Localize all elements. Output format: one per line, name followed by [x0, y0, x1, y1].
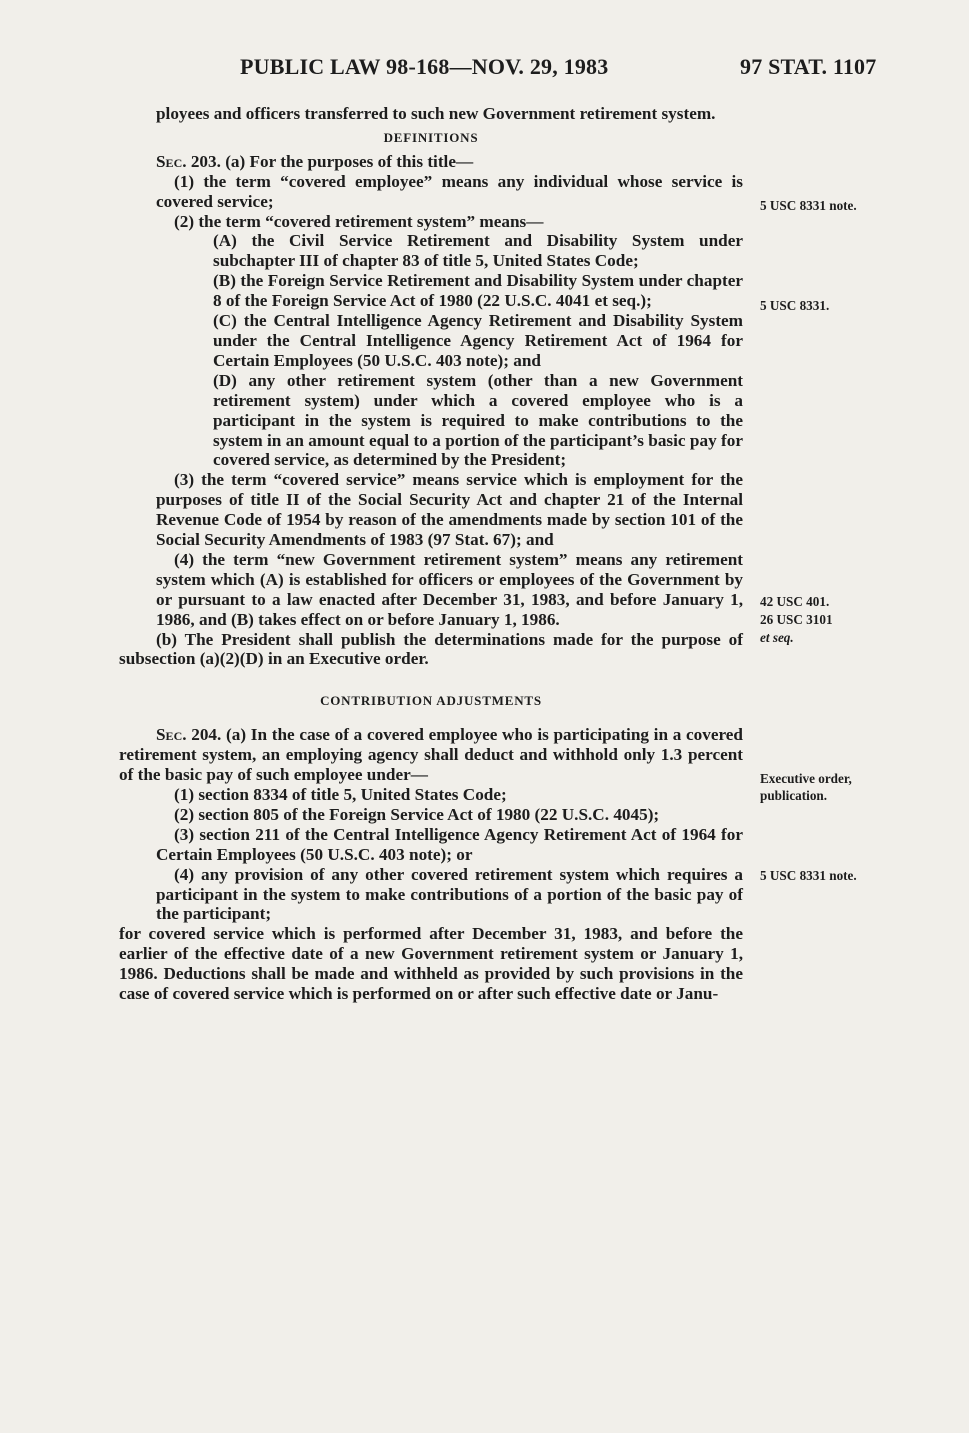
page-header [0, 54, 969, 86]
definition-3: (3) the term “covered service” means service which is employment for the purposes of title II of the Social Security Act and chapter 21 of the Internal Revenue Code of 1954 by reason of the amendments made by section 101 of the Social Security Amendments of 1983 (97 Stat. 67); and [156, 470, 743, 550]
definition-2C: (C) the Central Intelligence Agency Retirement and Disability System under the Central Intelligence Agency Retirement Act of 1964 for Certain Employees (50 U.S.C. 403 note); and [213, 311, 743, 370]
margin-note-42usc401: 42 USC 401. [760, 594, 830, 609]
section-204-intro [119, 725, 743, 785]
definition-4: (4) the term “new Government retirement system” means any retirement system which (A) is established for officers or employees of the Government by or pursuant to a law enacted after December 31, 1983, and before January 1, 1986, and (B) takes effect on or before January 1, 1986. [156, 549, 743, 629]
sec-label: Sec [156, 725, 183, 745]
section-204-tail: for covered service which is performed after December 31, 1983, and before the earlier of the effective date of a new Government retirement system or January 1, 1986. Deductions shall be made and withheld as provided by such provisions in the case of covered service which is performed on or after such effective date or Janu- [119, 924, 743, 1004]
definition-2: (2) the term “covered retirement system” means— [174, 211, 544, 231]
margin-note-5usc8331-note-2: 5 USC 8331 note. [760, 868, 857, 883]
contribution-item-3: (3) section 211 of the Central Intelligence Agency Retirement Act of 1964 for Certain Employees (50 U.S.C. 403 note); or [156, 824, 743, 864]
heading-contribution-adjustments: CONTRIBUTION ADJUSTMENTS [320, 693, 542, 709]
header-stat-page: 97 STAT. 1107 [740, 54, 877, 79]
section-203-text: . 203. (a) For the purposes of this title— [182, 151, 474, 171]
carryover-paragraph: ployees and officers transferred to such new Government retirement system. [156, 104, 716, 123]
definition-2A: (A) the Civil Service Retirement and Disability System under subchapter III of chapter 83 of title 5, United States Code; [213, 231, 743, 271]
margin-note-et-seq: et seq. [760, 630, 794, 645]
margin-note-publication: publication. [760, 788, 828, 803]
heading-definitions: DEFINITIONS [383, 129, 479, 145]
definition-1: (1) the term “covered employee” means any individual whose service is covered service; [156, 171, 743, 211]
definition-2D: (D) any other retirement system (other than a new Government retirement system) under which a covered employee who is a participant in the system is required to make contributions to the system in an amount equal to a portion of the participant’s basic pay for covered service, as determined by the President; [213, 370, 743, 470]
subsection-b: (b) The President shall publish the determinations made for the purpose of subsection (a)(2)(D) in an Executive order. [119, 629, 743, 669]
section-204-text: . 204. (a) In the case of a covered employee who is participating in a covered retirement system, an employing agency shall deduct and withhold only 1.3 percent of the basic pay of such employee under— [119, 725, 743, 785]
section-203-intro [119, 152, 743, 172]
sec-label: Sec [156, 151, 183, 171]
header-law-title: PUBLIC LAW 98-168—NOV. 29, 1983 [240, 54, 609, 79]
margin-note-26usc3101: 26 USC 3101 [760, 612, 833, 627]
margin-note-5usc8331: 5 USC 8331. [760, 298, 830, 313]
contribution-item-2: (2) section 805 of the Foreign Service Act of 1980 (22 U.S.C. 4045); [174, 804, 660, 824]
definition-2B: (B) the Foreign Service Retirement and Disability System under chapter 8 of the Foreign Service Act of 1980 (22 U.S.C. 4041 et seq.); [213, 271, 743, 311]
statute-body [119, 104, 743, 1004]
contribution-item-1: (1) section 8334 of title 5, United States Code; [174, 785, 507, 804]
contribution-item-4: (4) any provision of any other covered retirement system which requires a participant in the system to make contributions of a portion of the basic pay of the participant; [156, 864, 743, 924]
margin-note-5usc8331-note: 5 USC 8331 note. [760, 198, 857, 213]
margin-note-executive-order: Executive order, [760, 771, 852, 786]
